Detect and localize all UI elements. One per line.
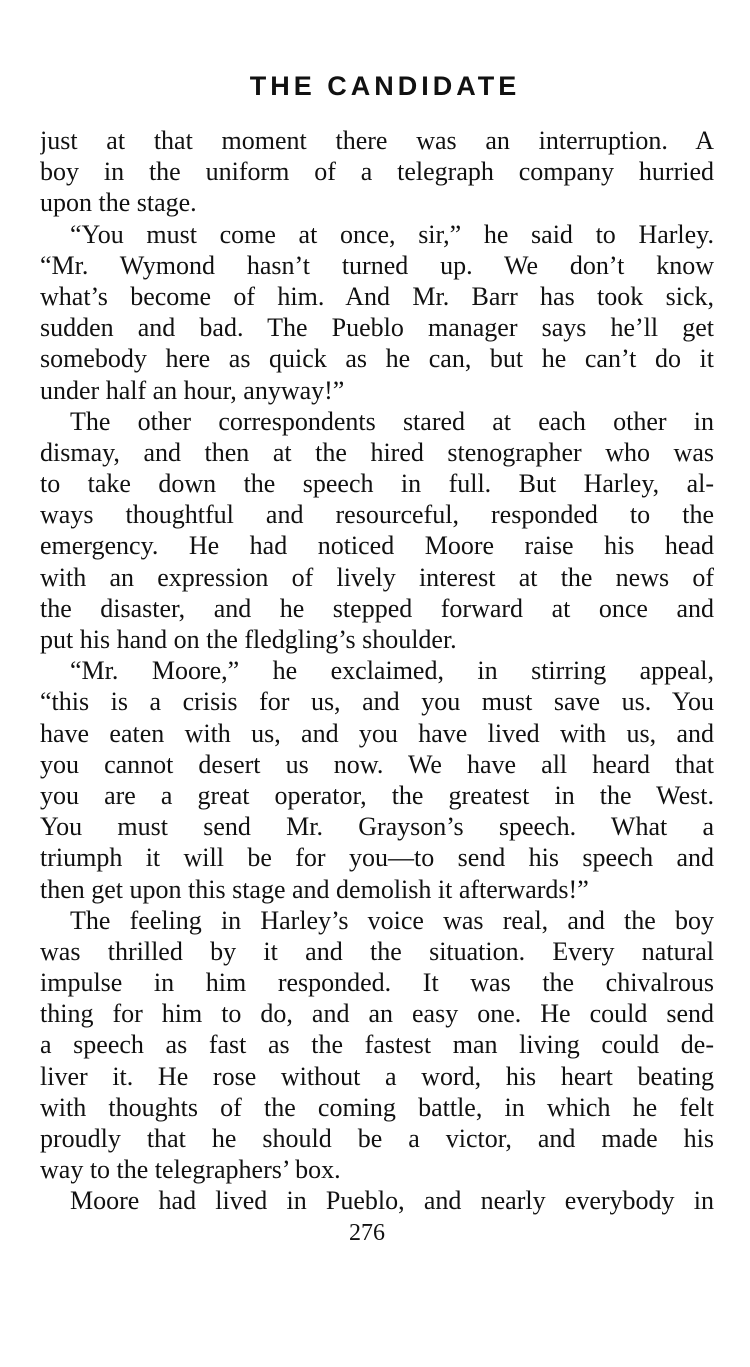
text-line: upon the stage. <box>40 188 197 218</box>
text-line: triumph it will be for you—to send his speech and <box>40 843 714 873</box>
text-line: thing for him to do, and an easy one. He could send <box>40 999 714 1029</box>
text-line: was thrilled by it and the situation. Every natural <box>40 936 714 966</box>
text-line: liver it. He rose without a word, his heart beating <box>40 1061 714 1091</box>
text-line: “this is a crisis for us, and you must save us. You <box>40 687 714 717</box>
text-line: put his hand on the fledgling’s shoulder. <box>40 625 457 654</box>
text-line: a speech as fast as the fastest man living could de- <box>40 1030 714 1060</box>
text-line: dismay, and then at the hired stenographer who was <box>40 437 714 467</box>
running-title: THE CANDIDATE <box>249 71 521 101</box>
text-line: what’s become of him. And Mr. Barr has took sick, <box>40 281 714 311</box>
text-line: boy in the uniform of a telegraph company hurried <box>40 157 714 187</box>
text-line: have eaten with us, and you have lived with us, and <box>40 718 714 748</box>
text-line: way to the telegraphers’ box. <box>40 1155 341 1185</box>
text-line: proudly that he should be a victor, and made his <box>40 1124 714 1153</box>
text-line: The feeling in Harley’s voice was real, and the boy <box>70 905 714 935</box>
text-line: just at that moment there was an interruption. A <box>40 126 714 155</box>
text-line: Moore had lived in Pueblo, and nearly everybody in <box>70 1186 714 1216</box>
text-line: to take down the speech in full. But Harley, al- <box>40 469 714 499</box>
text-line: under half an hour, anyway!” <box>40 375 345 405</box>
text-line: “Mr. Moore,” he exclaimed, in stirring appeal, <box>70 656 714 686</box>
text-line: you cannot desert us now. We have all heard that <box>40 749 714 779</box>
text-line: ways thoughtful and resourceful, responded to the <box>40 500 714 530</box>
text-line: “Mr. Wymond hasn’t turned up. We don’t know <box>40 250 714 280</box>
text-line: somebody here as quick as he can, but he can’t do it <box>40 344 714 374</box>
text-line: The other correspondents stared at each other in <box>70 406 714 436</box>
text-line: with an expression of lively interest at the news of <box>40 562 714 592</box>
text-line: impulse in him responded. It was the chivalrous <box>40 968 714 998</box>
text-line: “You must come at once, sir,” he said to Harley. <box>70 219 714 249</box>
text-line: emergency. He had noticed Moore raise his head <box>40 531 714 561</box>
text-line: with thoughts of the coming battle, in which he felt <box>40 1092 714 1122</box>
text-line: you are a great operator, the greatest in the West. <box>40 780 714 810</box>
body-text <box>40 125 714 1217</box>
text-line: the disaster, and he stepped forward at once and <box>40 593 714 623</box>
text-line: You must send Mr. Grayson’s speech. What a <box>40 812 714 842</box>
text-line: sudden and bad. The Pueblo manager says he’ll get <box>40 313 714 343</box>
text-line: then get upon this stage and demolish it afterwards!” <box>40 874 589 904</box>
page-number: 276 <box>349 1220 385 1246</box>
